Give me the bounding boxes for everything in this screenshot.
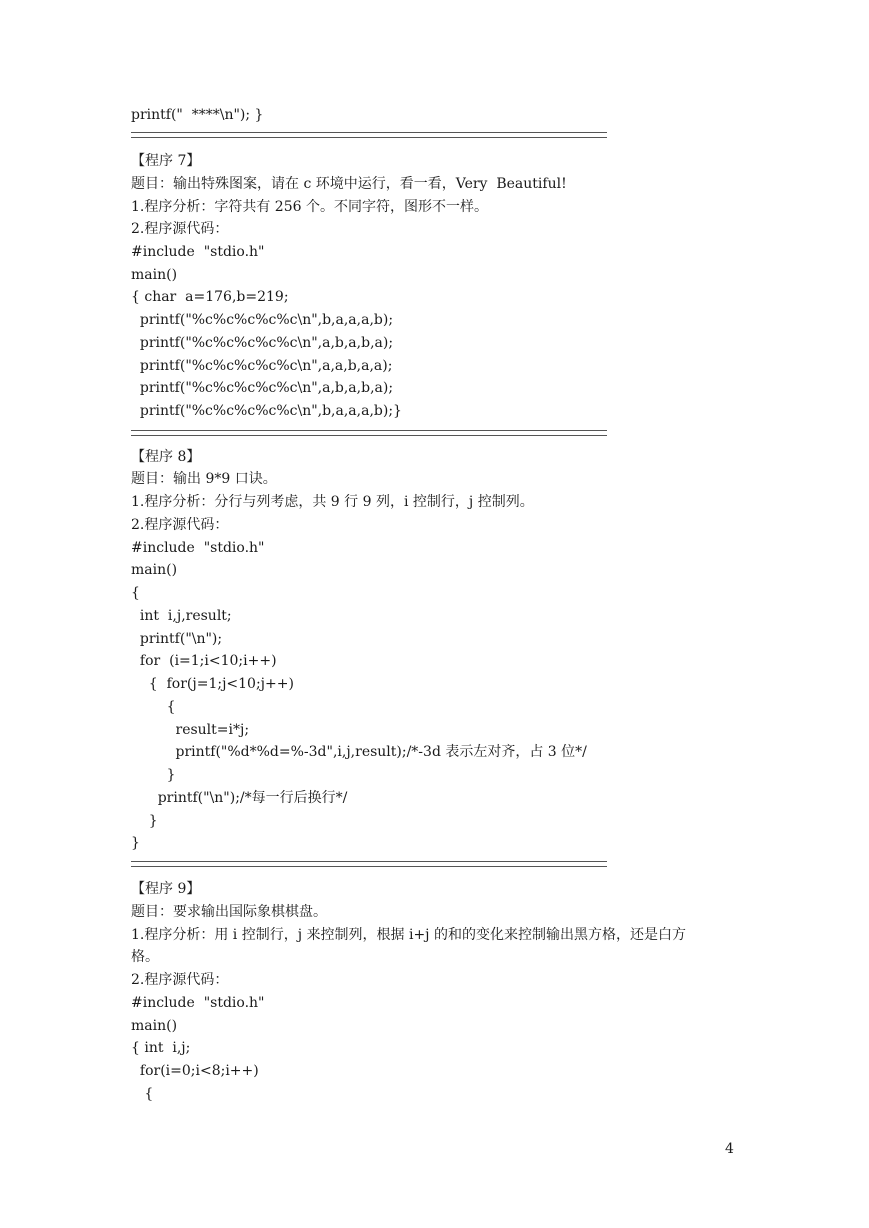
analysis-text: 1.程序分析：字符共有 256 个。不同字符，图形不一样。 — [131, 199, 488, 215]
section-heading: 【程序 7】 — [131, 153, 201, 169]
code-line: printf("\n");/*每一行后换行*/ — [131, 790, 348, 806]
analysis-text: 1.程序分析：用 i 控制行，j 来控制列，根据 i+j 的和的变化来控制输出黑方格，还是白方 — [131, 927, 686, 943]
section-divider — [131, 430, 607, 436]
code-line: } — [131, 835, 140, 851]
code-line: { — [131, 585, 140, 601]
section-divider — [131, 132, 607, 138]
code-line: printf(" ****\n"); } — [131, 107, 264, 123]
analysis-text: 1.程序分析：分行与列考虑，共 9 行 9 列，i 控制行，j 控制列。 — [131, 494, 534, 510]
code-line: printf("%c%c%c%c%c\n",a,a,b,a,a); — [131, 358, 393, 374]
code-line: result=i*j; — [131, 722, 250, 738]
code-line: } — [131, 767, 176, 783]
code-line: main() — [131, 562, 178, 578]
analysis-text-continued: 格。 — [131, 949, 159, 965]
code-line: { — [131, 1086, 154, 1102]
problem-title: 题目：要求输出国际象棋棋盘。 — [131, 904, 327, 920]
problem-title: 题目：输出特殊图案，请在 c 环境中运行，看一看，Very Beautiful! — [131, 176, 567, 192]
code-line: main() — [131, 267, 178, 283]
code-line: { int i,j; — [131, 1040, 191, 1056]
code-line: for(i=0;i<8;i++) — [131, 1063, 259, 1079]
code-line: printf("%c%c%c%c%c\n",a,b,a,b,a); — [131, 335, 394, 351]
problem-title: 题目：输出 9*9 口诀。 — [131, 471, 277, 487]
section-divider — [131, 861, 607, 867]
code-line: #include "stdio.h" — [131, 244, 265, 260]
code-line: { char a=176,b=219; — [131, 289, 289, 305]
code-line: #include "stdio.h" — [131, 995, 265, 1011]
code-line: { — [131, 699, 176, 715]
code-line: #include "stdio.h" — [131, 540, 265, 556]
code-line: { for(j=1;j<10;j++) — [131, 676, 294, 692]
source-label: 2.程序源代码： — [131, 517, 229, 533]
code-line: int i,j,result; — [131, 608, 232, 624]
code-line: main() — [131, 1018, 178, 1034]
code-line: for (i=1;i<10;i++) — [131, 653, 277, 669]
section-heading: 【程序 8】 — [131, 449, 201, 465]
code-line: printf("%c%c%c%c%c\n",b,a,a,a,b);} — [131, 403, 402, 419]
source-label: 2.程序源代码： — [131, 221, 229, 237]
section-heading: 【程序 9】 — [131, 881, 201, 897]
source-label: 2.程序源代码： — [131, 972, 229, 988]
page-number: 4 — [725, 1141, 734, 1157]
code-line: printf("%d*%d=%-3d",i,j,result);/*-3d 表示左对齐，占 3 位*/ — [131, 744, 587, 760]
code-line: printf("%c%c%c%c%c\n",a,b,a,b,a); — [131, 380, 394, 396]
code-line: } — [131, 813, 158, 829]
code-line: printf("\n"); — [131, 631, 223, 647]
code-line: printf("%c%c%c%c%c\n",b,a,a,a,b); — [131, 312, 394, 328]
